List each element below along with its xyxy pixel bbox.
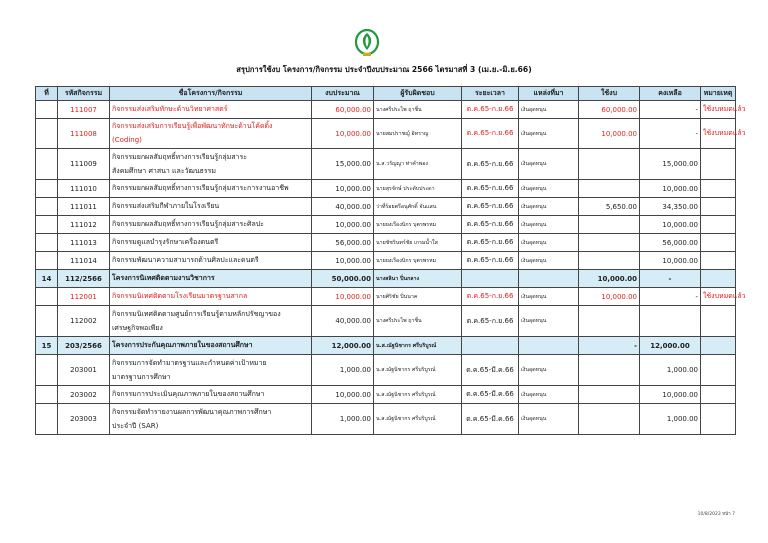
cell-name-line2: (Coding) [112,136,142,144]
cell-owner: นายศิริชัย ปิ่นนาค [374,288,462,306]
header-name: ชื่อโครงการ/กิจกรรม [110,87,312,101]
cell-period: ต.ค.65-มี.ค.66 [462,386,519,404]
cell-no [36,198,58,216]
cell-name [110,337,312,355]
cell-code: 111011 [58,198,110,216]
cell-no [36,252,58,270]
table-header-row [36,87,736,101]
cell-budget: 50,000.00 [312,270,374,288]
cell-note [701,234,736,252]
cell-name [110,404,312,435]
cell-name-line2: เศรษฐกิจพอเพียง [112,323,163,332]
cell-source: เงินอุดหนุน [519,119,579,149]
cell-note [701,386,736,404]
cell-name-line1: กิจกรรมจัดทำรายงานผลการพัฒนาคุณภาพการศึกษา [112,407,272,416]
cell-owner: นายสมปราชญ์ อิทราญ [374,119,462,149]
cell-note [701,355,736,386]
cell-used [579,149,640,180]
cell-note [701,252,736,270]
cell-no [36,386,58,404]
cell-note [701,180,736,198]
cell-owner: นายยงเรืองนิกร บุตรพรหม [374,216,462,234]
table-row [36,386,736,404]
cell-no [36,180,58,198]
cell-note [701,216,736,234]
cell-no [36,355,58,386]
cell-name [110,198,312,216]
cell-code: 112002 [58,306,110,337]
cell-period: ต.ค.65-ก.ย.66 [462,306,519,337]
header-period: ระยะเวลา [462,87,519,101]
cell-budget: 1,000.00 [312,404,374,435]
page-footer: 10/8/2023 หน้า 7 [697,512,735,517]
project-group-row [36,270,736,288]
cell-used [579,404,640,435]
table-row [36,306,736,337]
cell-name [110,252,312,270]
cell-name [110,288,312,306]
cell-budget: 10,000.00 [312,216,374,234]
cell-no: 14 [36,270,58,288]
cell-name [110,234,312,252]
header-note: หมายเหตุ [701,87,736,101]
cell-code: 111008 [58,119,110,149]
cell-remaining [640,306,701,337]
cell-used [579,180,640,198]
cell-used: - [579,337,640,355]
cell-owner: ว่าที่ร้อยตรีอนุศักดิ์ จันแสน [374,198,462,216]
cell-used: 10,000.00 [579,288,640,306]
cell-note [701,337,736,355]
cell-remaining: - [640,101,701,119]
school-emblem-icon [354,28,380,58]
header-owner: ผู้รับผิดชอบ [374,87,462,101]
cell-period: ต.ค.65-ก.ย.66 [462,180,519,198]
cell-owner: น.ส.ณัฐนิชากร ศรีบริบูรณ์ [374,355,462,386]
cell-used: 5,650.00 [579,198,640,216]
cell-code: 111013 [58,234,110,252]
cell-name-line1: กิจกรรมยกผลสัมฤทธิ์ทางการเรียนรู้กลุ่มสาระศิลปะ [112,220,264,228]
cell-code: 112001 [58,288,110,306]
cell-code: 111012 [58,216,110,234]
cell-period [462,270,519,288]
cell-note [701,198,736,216]
cell-code: 111010 [58,180,110,198]
cell-budget: 10,000.00 [312,252,374,270]
table-row [36,101,736,119]
cell-no [36,101,58,119]
cell-budget: 12,000.00 [312,337,374,355]
cell-name [110,386,312,404]
cell-source: เงินอุดหนุน [519,355,579,386]
cell-remaining: 12,000.00 [640,337,701,355]
cell-period: ต.ค.65-ก.ย.66 [462,288,519,306]
cell-period: ต.ค.65-มี.ค.66 [462,404,519,435]
report-title: สรุปการใช้งบ โครงการ/กิจกรรม ประจำปีงบประมาณ 2566 ไตรมาสที่ 3 (เม.ย.-มิ.ย.66) [236,65,532,74]
cell-name-line2: มาตรฐานการศึกษา [112,372,171,381]
cell-note: ใช้งบหมดแล้ว [701,101,736,119]
cell-code: 203001 [58,355,110,386]
cell-source: เงินอุดหนุน [519,234,579,252]
cell-source: เงินอุดหนุน [519,386,579,404]
cell-code: 112/2566 [58,270,110,288]
project-group-row [36,337,736,355]
cell-used [579,355,640,386]
cell-name-line1: กิจกรรมส่งเสริมการเรียนรู้เพื่อพัฒนาทักษะด้านโค้ดดิ้ง [112,122,273,130]
cell-remaining: - [640,288,701,306]
cell-note [701,306,736,337]
cell-note [701,270,736,288]
cell-owner: น.ส.วรัญญา ท่าคำพอง [374,149,462,180]
table-row [36,234,736,252]
cell-owner: น.ส.ณัฐนิชากร ศรีบริบูรณ์ [374,337,462,355]
cell-used [579,252,640,270]
cell-used [579,386,640,404]
cell-name [110,119,312,149]
cell-source: เงินอุดหนุน [519,306,579,337]
cell-remaining: 1,000.00 [640,404,701,435]
cell-period: ต.ค.65-ก.ย.66 [462,119,519,149]
cell-budget: 10,000.00 [312,386,374,404]
cell-used [579,216,640,234]
cell-source: เงินอุดหนุน [519,216,579,234]
cell-source: เงินอุดหนุน [519,149,579,180]
table-row [36,288,736,306]
cell-remaining: 10,000.00 [640,216,701,234]
cell-used: 10,000.00 [579,119,640,149]
cell-source: เงินอุดหนุน [519,288,579,306]
cell-remaining: 10,000.00 [640,252,701,270]
cell-source [519,337,579,355]
cell-remaining: 10,000.00 [640,180,701,198]
cell-no [36,404,58,435]
cell-note [701,404,736,435]
cell-source: เงินอุดหนุน [519,404,579,435]
cell-name-line2: สังคมศึกษา ศาสนา และวัฒนธรรม [112,166,217,175]
cell-name-line1: โครงการนิเทศติดตามงานวิชาการ [112,274,215,282]
cell-no [36,216,58,234]
cell-name [110,101,312,119]
cell-name [110,270,312,288]
cell-source: เงินอุดหนุน [519,180,579,198]
cell-name-line1: กิจกรรมการจัดทำมาตรฐานและกำหนดค่าเป้าหมาย [112,358,267,367]
cell-owner: นางศรีประไพ ฤาชื่น [374,101,462,119]
cell-no [36,306,58,337]
cell-period: ต.ค.65-มี.ค.66 [462,355,519,386]
cell-period [462,337,519,355]
cell-used: 60,000.00 [579,101,640,119]
cell-name-line1: กิจกรรมนิเทศติดตามโรงเรียนมาตรฐานสากล [112,292,248,300]
cell-no [36,119,58,149]
header-budget: งบประมาณ [312,87,374,101]
table-row [36,216,736,234]
cell-no [36,288,58,306]
cell-remaining: 56,000.00 [640,234,701,252]
cell-budget: 10,000.00 [312,180,374,198]
cell-remaining: 34,350.00 [640,198,701,216]
cell-used [579,306,640,337]
cell-remaining: - [640,119,701,149]
cell-name-line1: กิจกรรมนิเทศติดตามศูนย์การเรียนรู้ตามหลักปรัชญาของ [112,309,281,318]
cell-period: ต.ค.65-ก.ย.66 [462,216,519,234]
cell-budget: 10,000.00 [312,119,374,149]
cell-code: 203/2566 [58,337,110,355]
cell-budget: 1,000.00 [312,355,374,386]
table-row [36,119,736,149]
header-used: ใช้งบ [579,87,640,101]
cell-remaining: 10,000.00 [640,386,701,404]
header-remaining: คงเหลือ [640,87,701,101]
header-code: รหัสกิจกรรม [58,87,110,101]
cell-owner: นายยงเรืองนิกร บุตรพรหม [374,252,462,270]
cell-code: 203002 [58,386,110,404]
cell-name-line1: กิจกรรมดูแลบำรุงรักษาเครื่องดนตรี [112,238,219,246]
cell-source [519,270,579,288]
cell-name-line1: กิจกรรมส่งเสริมทักษะด้านวิทยาศาสตร์ [112,105,228,113]
cell-budget: 40,000.00 [312,306,374,337]
cell-code: 203003 [58,404,110,435]
cell-name-line2: ประจำปี (SAR) [112,421,159,430]
cell-period: ต.ค.65-ก.ย.66 [462,149,519,180]
cell-used: 10,000.00 [579,270,640,288]
cell-name [110,149,312,180]
cell-budget: 60,000.00 [312,101,374,119]
cell-note: ใช้งบหมดแล้ว [701,288,736,306]
cell-remaining: - [640,270,701,288]
cell-note [701,149,736,180]
cell-owner: นายสุรจักษ์ ประดับประดา [374,180,462,198]
cell-source: เงินอุดหนุน [519,101,579,119]
cell-owner: นางสลินา ปิ่นกลาง [374,270,462,288]
cell-note: ใช้งบหมดแล้ว [701,119,736,149]
cell-name-line1: กิจกรรมส่งเสริมกีฬาภายในโรงเรียน [112,202,220,210]
cell-source: เงินอุดหนุน [519,198,579,216]
cell-period: ต.ค.65-ก.ย.66 [462,234,519,252]
table-row [36,404,736,435]
cell-no [36,234,58,252]
table-row [36,252,736,270]
header-no: ที่ [36,87,58,101]
cell-no: 15 [36,337,58,355]
cell-source: เงินอุดหนุน [519,252,579,270]
cell-period: ต.ค.65-ก.ย.66 [462,252,519,270]
cell-owner: น.ส.ณัฐนิชากร ศรีบริบูรณ์ [374,404,462,435]
cell-budget: 15,000.00 [312,149,374,180]
table-row [36,149,736,180]
cell-name-line1: กิจกรรมการประเมินคุณภาพภายในของสถานศึกษา [112,390,265,398]
cell-code: 111007 [58,101,110,119]
cell-name [110,306,312,337]
cell-name [110,355,312,386]
cell-remaining: 1,000.00 [640,355,701,386]
cell-name [110,216,312,234]
table-row [36,198,736,216]
cell-no [36,149,58,180]
cell-owner: นางศรีประไพ ฤาชื่น [374,306,462,337]
table-row [36,180,736,198]
cell-owner: น.ส.ณัฐนิชากร ศรีบริบูรณ์ [374,386,462,404]
cell-name-line1: กิจกรรมยกผลสัมฤทธิ์ทางการเรียนรู้กลุ่มสาระการงานอาชีพ [112,184,289,192]
table-row [36,355,736,386]
header-source: แหล่งที่มา [519,87,579,101]
table-body [36,101,746,435]
cell-name-line1: โครงการประกันคุณภาพภายในของสถานศึกษา [112,341,253,349]
cell-code: 111009 [58,149,110,180]
cell-name-line1: กิจกรรมพัฒนาความสามารถด้านศิลปะและดนตรี [112,256,259,264]
cell-budget: 56,000.00 [312,234,374,252]
cell-budget: 10,000.00 [312,288,374,306]
cell-period: ต.ค.65-ก.ย.66 [462,198,519,216]
cell-name [110,180,312,198]
cell-period: ต.ค.65-ก.ย.66 [462,101,519,119]
cell-name-line1: กิจกรรมยกผลสัมฤทธิ์ทางการเรียนรู้กลุ่มสาระ [112,152,248,161]
cell-budget: 40,000.00 [312,198,374,216]
budget-table [35,86,746,435]
cell-used [579,234,640,252]
cell-code: 111014 [58,252,110,270]
cell-owner: นายชัชรินทร์ชัย เกรมน้ำใส [374,234,462,252]
cell-remaining: 15,000.00 [640,149,701,180]
